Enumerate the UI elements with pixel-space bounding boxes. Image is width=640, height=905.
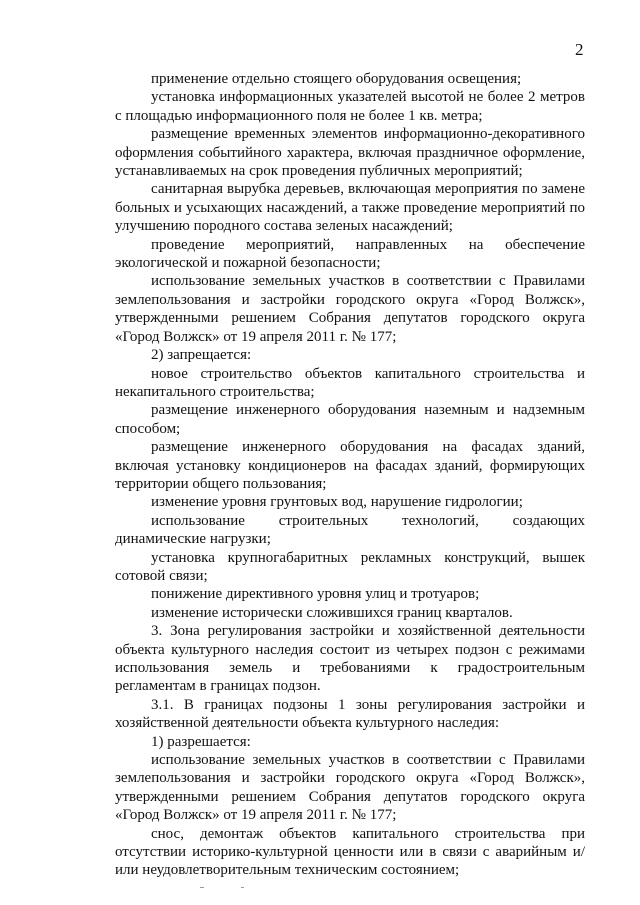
paragraph: 2) запрещается:: [151, 347, 252, 364]
paragraph: использование земельных участков в соответствии с Правилами землепользования и застройки городского округа «Город Волжск», утвержденными решением Собрания депутатов городского округа «Город Волжск» от 19 апреля 2011 г. № 177;: [115, 273, 585, 345]
paragraph: установка крупногабаритных рекламных конструкций, вышек сотовой связи;: [115, 549, 585, 584]
scan-mark: [200, 887, 204, 888]
paragraph: размещение временных элементов информационно-декоративного оформления событийного характера, включая праздничное оформление, устанавливаемых на срок проведения публичных мероприятий;: [115, 126, 585, 180]
paragraph: новое строительство объектов капитального строительства и некапитального строительства;: [115, 365, 585, 400]
paragraph: санитарная вырубка деревьев, включающая мероприятия по замене больных и усыхающих насаждений, а также проведение мероприятий по улучшению породного состава зеленых насаждений;: [115, 181, 585, 235]
paragraph: размещение инженерного оборудования на фасадах зданий, включая установку кондиционеров на фасадах зданий, формирующих территории общего пользования;: [115, 439, 585, 492]
paragraph: 3. Зона регулирования застройки и хозяйственной деятельности объекта культурного наследия состоит из четырех подзон с режимами использования земель и требованиями к градостроительным регламентам в границах подзон.: [115, 623, 585, 695]
paragraph: использование земельных участков в соответствии с Правилами землепользования и застройки городского округа «Город Волжск», утвержденными решением Собрания депутатов городского округа «Город Волжск» от 19 апреля 2011 г. № 177;: [115, 752, 585, 824]
document-body: [115, 70, 585, 880]
paragraph: размещение инженерного оборудования наземным и надземным способом;: [115, 402, 585, 437]
paragraph: 3.1. В границах подзоны 1 зоны регулирования застройки и хозяйственной деятельности объекта культурного наследия:: [115, 696, 585, 732]
paragraph: 1) разрешается:: [151, 733, 251, 750]
paragraph: изменение исторически сложившихся границ кварталов.: [151, 604, 513, 621]
scan-mark: [241, 887, 244, 888]
page-number: 2: [575, 40, 584, 59]
paragraph: понижение директивного уровня улиц и тротуаров;: [151, 586, 480, 603]
paragraph: изменение уровня грунтовых вод, нарушение гидрологии;: [151, 494, 523, 511]
paragraph: использование строительных технологий, создающих динамические нагрузки;: [115, 512, 585, 548]
paragraph: снос, демонтаж объектов капитального строительства при отсутствии историко-культурной ценности или в связи с аварийным и/или неудовлетворительным техническим состоянием;: [115, 825, 585, 879]
paragraph: проведение мероприятий, направленных на обеспечение экологической и пожарной безопасности;: [115, 236, 585, 272]
paragraph: применение отдельно стоящего оборудования освещения;: [151, 71, 522, 87]
paragraph: установка информационных указателей высотой не более 2 метров с площадью информационного поля не более 1 кв. метра;: [115, 89, 585, 124]
